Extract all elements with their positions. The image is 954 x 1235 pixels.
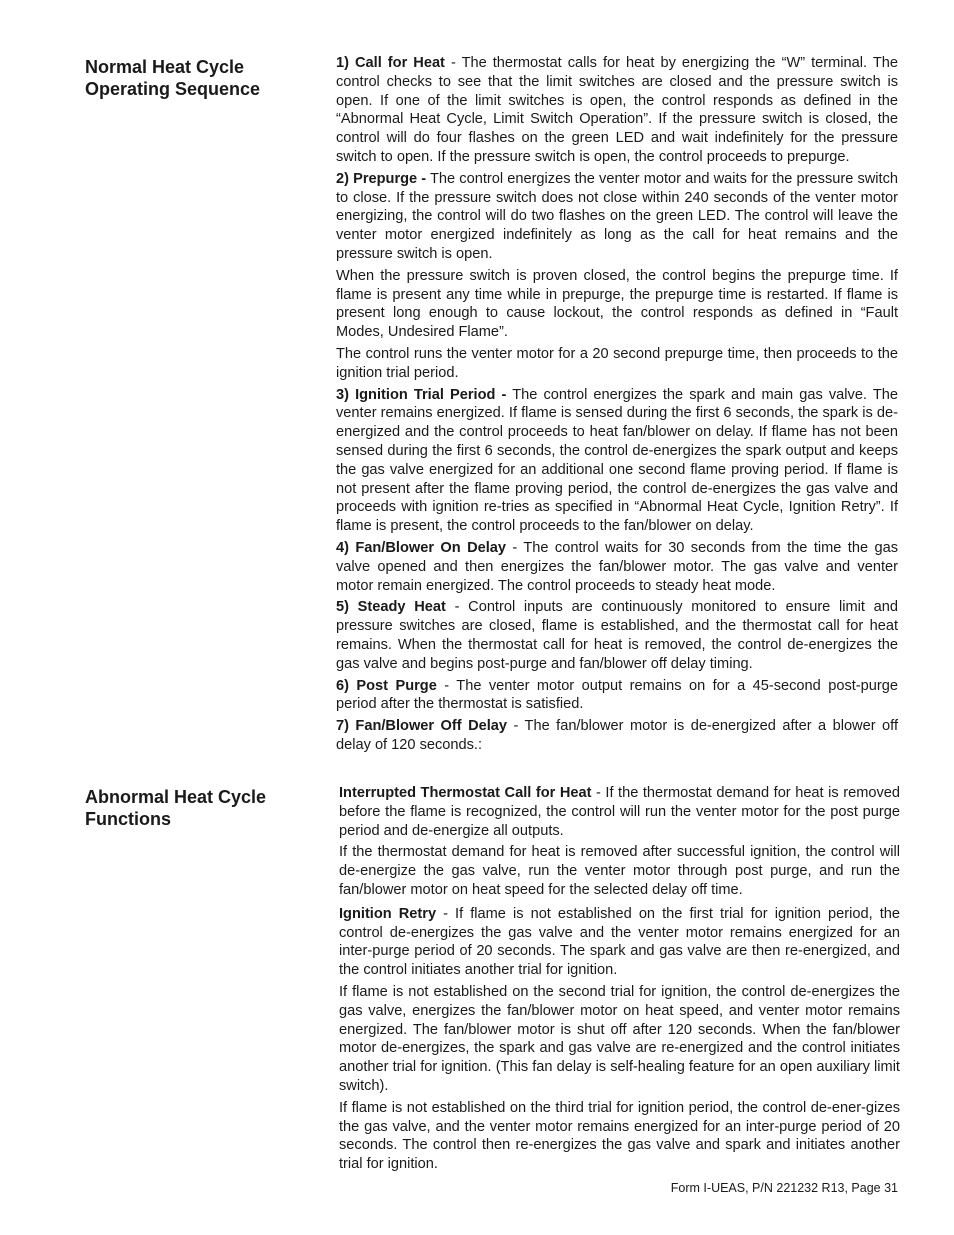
heading-line: Abnormal Heat Cycle	[85, 787, 267, 807]
paragraph-label: 2) Prepurge -	[336, 170, 427, 187]
paragraph-text: - If flame is not established on the first trial for ignition period, the control de-energizes the gas valve and the venter motor remains energized for an inter-purge period of 20 seconds. The spark and gas valve are then re-energized, and the control initiates another trial for ignition.	[339, 905, 900, 979]
paragraph	[339, 983, 900, 1096]
section-heading-normal-heat-cycle	[85, 56, 315, 100]
paragraph-text: - The thermostat calls for heat by energizing the “W” terminal. The control checks to see that the limit switches are closed and the pressure switch is open. If one of the limit switches is open, the control responds as defined in the “Abnormal Heat Cycle, Limit Switch Operation”. If the pressure switch is closed, the control will do four flashes on the green LED and wait indefinitely for the pressure switch to open. If the pressure switch is open, the control proceeds to prepurge.	[336, 55, 898, 165]
paragraph-label: 3) Ignition Trial Period -	[336, 386, 507, 403]
paragraph-label: 1) Call for Heat	[336, 55, 445, 71]
paragraph-label: Interrupted Thermostat Call for Heat	[339, 785, 592, 801]
paragraph-text: - Control inputs are continuously monitored to ensure limit and pressure switches are closed, flame is established, and the thermostat call for heat remains. When the thermostat call for heat is removed, the control de-energizes the gas valve and begins post-purge and fan/blower off delay timing.	[336, 599, 899, 672]
paragraph	[336, 539, 898, 595]
heading-line: Normal Heat Cycle	[85, 57, 245, 77]
paragraph-label: 4) Fan/Blower On Delay	[336, 539, 507, 556]
page-footer: Form I-UEAS, P/N 221232 R13, Page 31	[670, 1181, 898, 1195]
paragraph-label: 6) Post Purge	[336, 677, 437, 694]
paragraph	[336, 54, 898, 167]
paragraph-label: Ignition Retry	[339, 905, 437, 922]
paragraph-text: - The fan/blower motor is de-energized after a blower off delay of 120 seconds.:	[336, 718, 898, 753]
paragraph-text: The control energizes the venter motor and waits for the pressure switch to close. If the pressure switch does not close within 240 seconds of the venter motor energizing, the control will do two flashes on the green LED. The control will leave the venter motor energized indefinitely as long as the call for heat remains and the pressure switch is open.	[336, 170, 898, 262]
heading-line: Functions	[85, 809, 171, 829]
normal-heat-cycle-body	[336, 54, 898, 758]
paragraph-text: When the pressure switch is proven closed, the control begins the prepurge time. If flame is present any time while in prepurge, the prepurge time is restarted. If flame is present long enough to cause lockout, the control responds as defined in “Fault Modes, Undesired Flame”.	[336, 267, 898, 341]
paragraph	[336, 386, 898, 536]
paragraph-text: If flame is not established on the second trial for ignition, the control de-energizes the gas valve, energizes the fan/blower motor on heat speed, and venter motor remains energized. The fan/blower motor is shut off after 120 seconds. When the fan/blower motor de-energizes, the spark and gas valve are re-energized and the control initiates another trial for ignition. (This fan delay is self-healing feature for an open auxiliary limit switch).	[339, 983, 900, 1094]
paragraph-label: 7) Fan/Blower Off Delay	[336, 718, 508, 735]
paragraph	[336, 677, 898, 715]
paragraph	[339, 784, 900, 840]
paragraph	[336, 267, 898, 342]
paragraph	[336, 598, 898, 673]
paragraph	[336, 345, 898, 383]
paragraph	[339, 905, 900, 980]
paragraph-text: - If the thermostat demand for heat is removed before the flame is recognized, the control will run the venter motor for the post purge period and de-energize all outputs.	[339, 785, 900, 839]
section-heading-abnormal-heat-cycle	[85, 786, 315, 830]
paragraph-text: The control runs the venter motor for a 20 second prepurge time, then proceeds to the ignition trial period.	[336, 345, 898, 381]
paragraph-label: 5) Steady Heat	[336, 599, 446, 616]
paragraph-text: - The control waits for 30 seconds from the time the gas valve opened and then energizes the fan/blower motor. The gas valve and venter motor remain energized. The control proceeds to steady heat mode.	[336, 539, 898, 594]
paragraph	[339, 843, 900, 899]
abnormal-heat-cycle-body	[339, 784, 900, 1177]
paragraph-text: If the thermostat demand for heat is removed after successful ignition, the control will de-energize the gas valve, run the venter motor through post purge, and run the fan/blower motor on heat speed for the selected delay off time.	[339, 844, 900, 898]
heading-line: Operating Sequence	[85, 79, 261, 99]
paragraph	[336, 170, 898, 264]
paragraph-text: If flame is not established on the third trial for ignition period, the control de-ener-gizes the gas valve, and the venter motor remains energized for an inter-purge period of 20 seconds. The control then re-energizes the gas valve and spark and initiates another trial for ignition.	[339, 1099, 900, 1173]
paragraph-text: The control energizes the spark and main gas valve. The venter remains energized. If flame is sensed during the first 6 seconds, the spark is de-energized and the control proceeds to heat fan/blower on delay. If flame has not been sensed during the first 6 seconds, the control de-energizes the spark output and keeps the gas valve energized for an additional one second flame proving period. If flame is not present after the flame proving period, the control de-energizes the gas valve and proceeds with ignition re-tries as specified in “Abnormal Heat Cycle, Ignition Retry”. If flame is present, the control proceeds to the fan/blower on delay.	[336, 386, 898, 535]
paragraph-text: - The venter motor output remains on for a 45-second post-purge period after the thermostat is satisfied.	[336, 677, 898, 713]
paragraph	[336, 717, 898, 755]
paragraph	[339, 1099, 900, 1174]
